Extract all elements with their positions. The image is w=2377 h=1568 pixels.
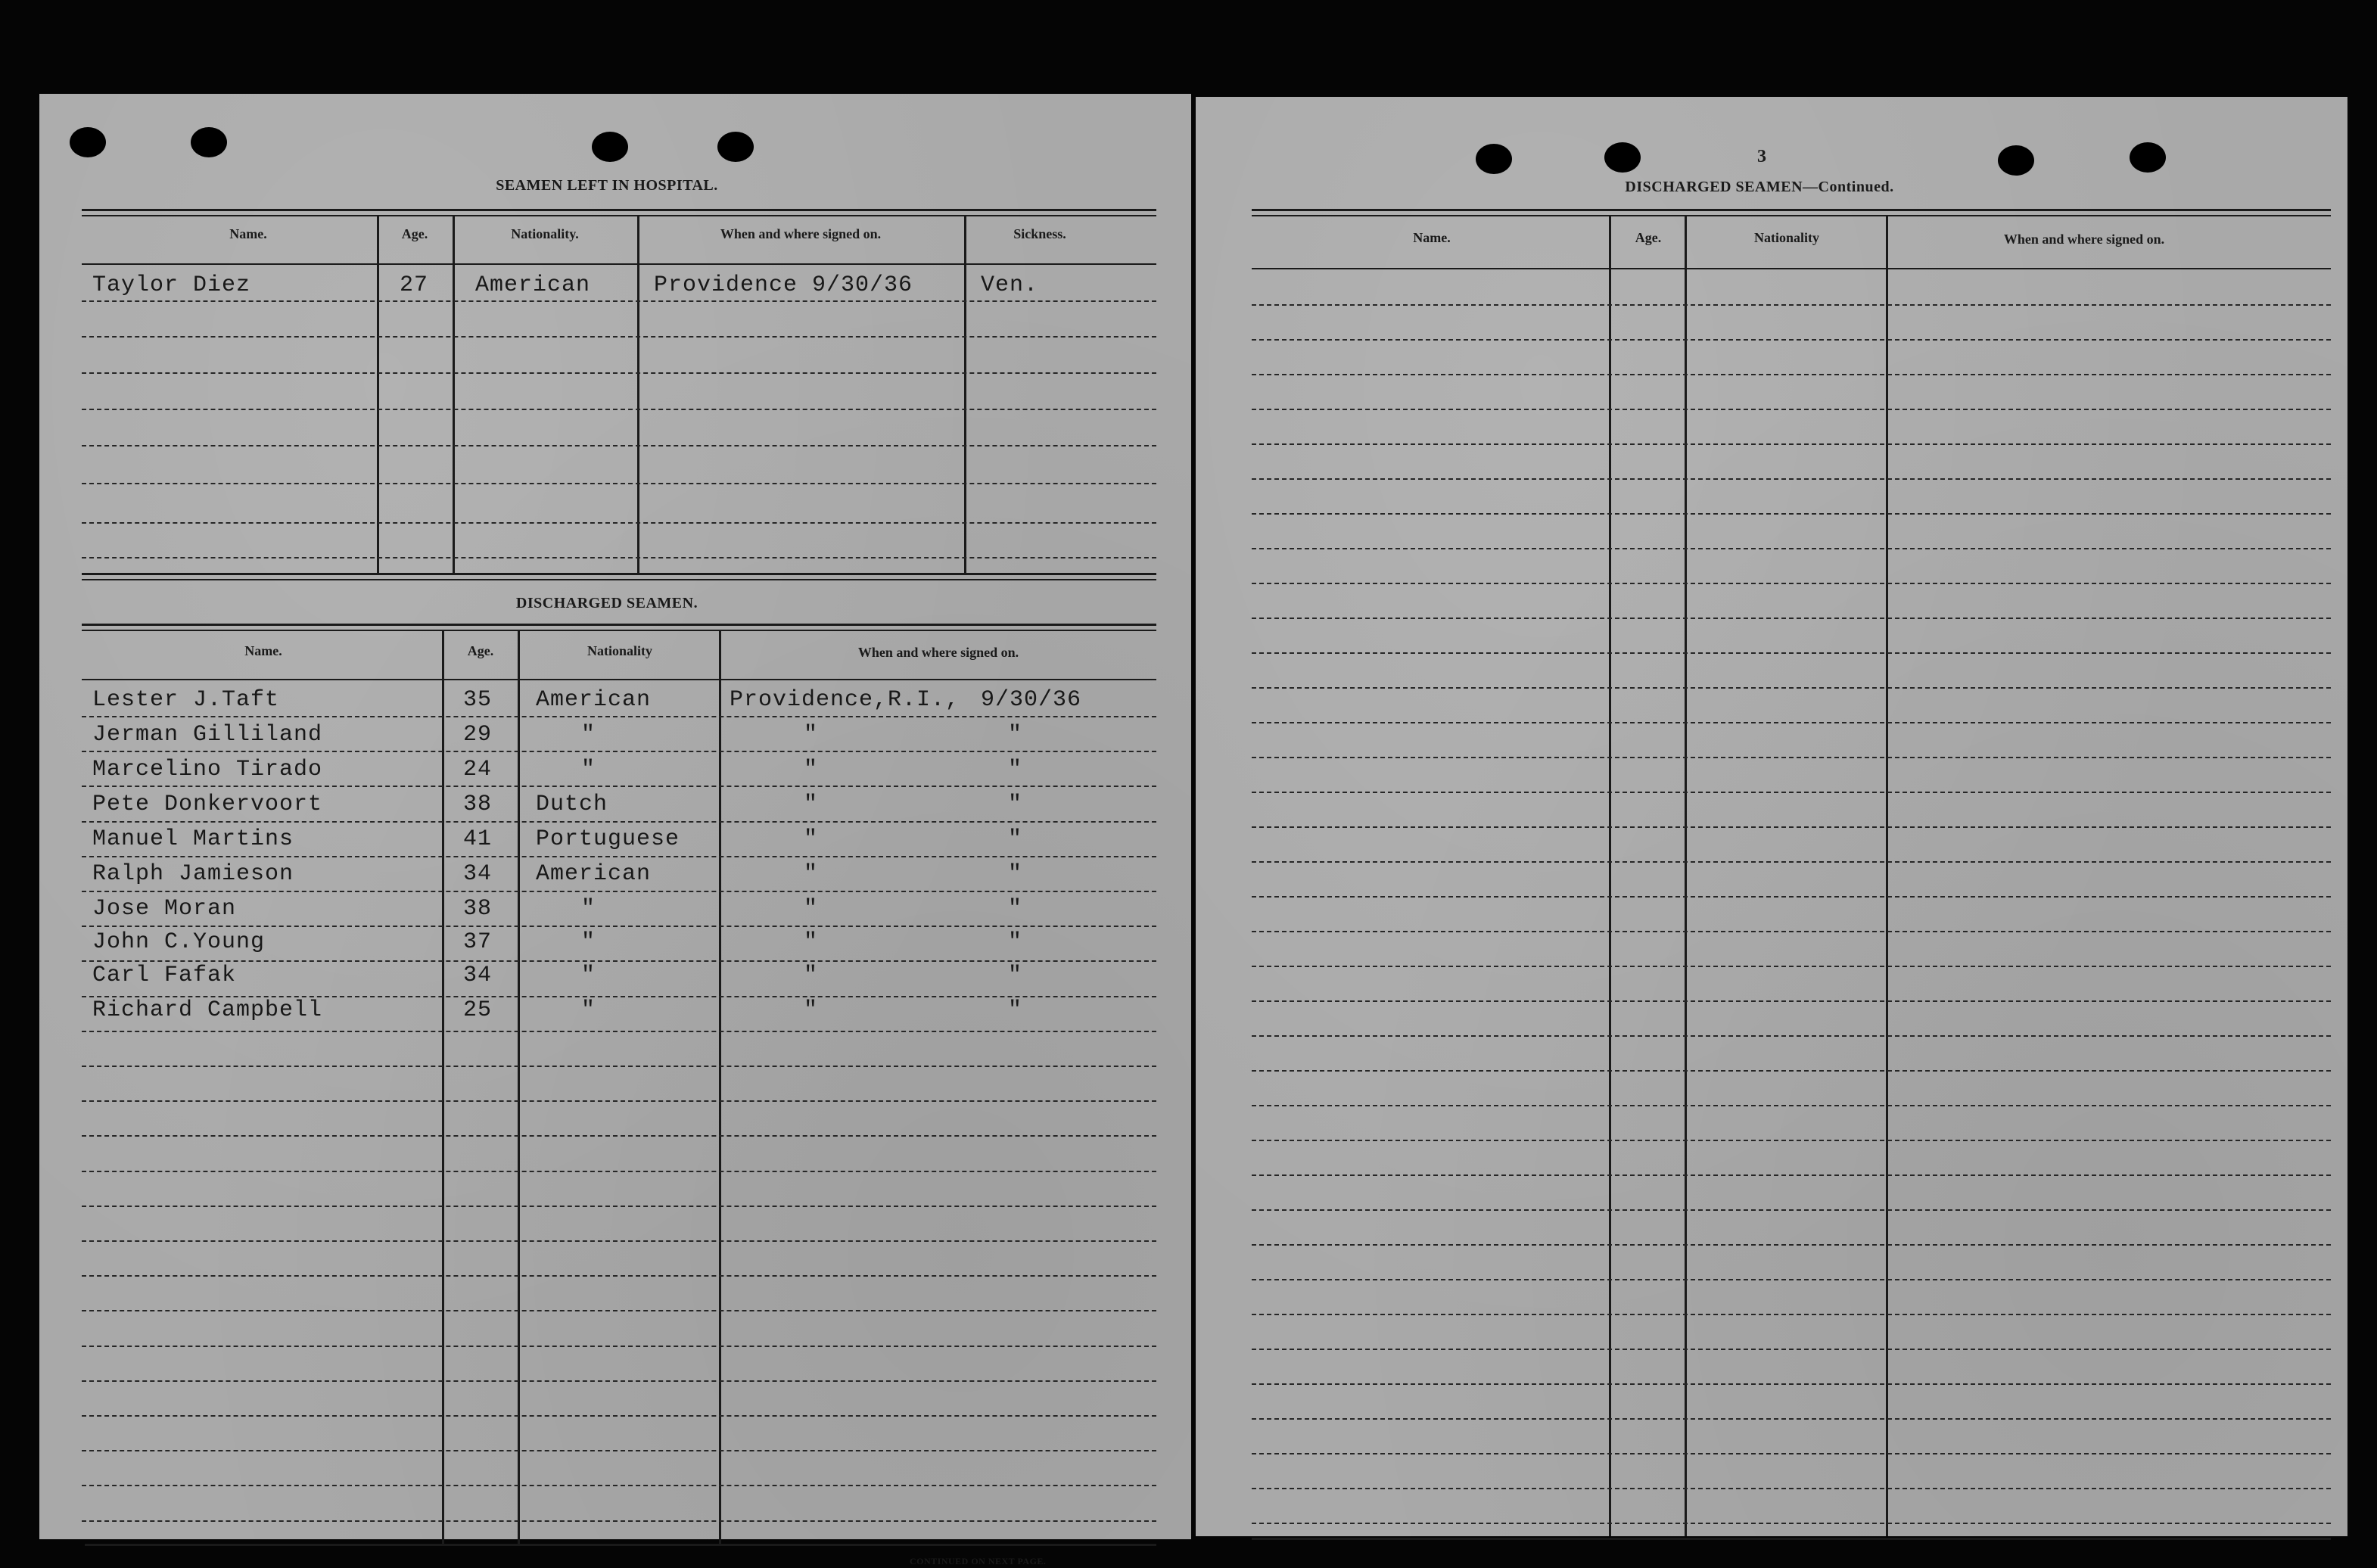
ruled-line — [82, 716, 1156, 717]
signed-on-date-cell: " — [1008, 997, 1023, 1023]
header-rule — [82, 263, 1156, 265]
col-header-age: Age. — [467, 643, 494, 658]
ruled-line — [82, 1066, 1156, 1067]
ruled-line — [82, 1171, 1156, 1172]
ruled-line — [82, 1206, 1156, 1207]
age-cell: 41 — [463, 826, 493, 852]
nationality-cell: " — [581, 997, 596, 1023]
ruled-line — [82, 1135, 1156, 1137]
nationality-cell: American — [536, 861, 652, 887]
signed-on-date-cell: " — [1008, 861, 1023, 887]
col-header-sickness: Sickness. — [1013, 226, 1066, 241]
ruled-line — [1252, 1279, 2331, 1280]
name-cell: Jerman Gilliland — [92, 722, 323, 748]
ruled-line — [82, 1275, 1156, 1277]
ruled-line — [1252, 1453, 2331, 1454]
punch-hole — [1998, 145, 2034, 176]
ruled-line — [1252, 548, 2331, 549]
hospital-section-title: SEAMEN LEFT IN HOSPITAL. — [496, 177, 718, 194]
signed-on-place-cell: " — [804, 792, 819, 817]
ruled-line — [82, 483, 1156, 484]
nationality-cell: American — [536, 687, 652, 713]
divider — [82, 630, 1156, 631]
ruled-line — [1252, 1523, 2331, 1524]
ruled-line — [82, 372, 1156, 374]
age-cell: 27 — [400, 272, 429, 298]
ruled-line — [82, 751, 1156, 752]
signed-on-date-cell: " — [1008, 757, 1023, 782]
signed-on-place-cell: " — [804, 722, 819, 748]
column-line — [377, 216, 379, 574]
punch-hole — [191, 127, 227, 157]
signed-on-place-cell: " — [804, 757, 819, 782]
ruled-line — [1252, 896, 2331, 898]
col-header-age: Age. — [401, 226, 428, 241]
age-cell: 25 — [463, 997, 493, 1023]
age-cell: 38 — [463, 896, 493, 922]
age-cell: 29 — [463, 722, 493, 748]
punch-hole — [2130, 142, 2166, 173]
nationality-cell: " — [581, 929, 596, 955]
signed-on-place-cell: " — [804, 896, 819, 922]
ruled-line — [1252, 1488, 2331, 1489]
divider — [82, 624, 1156, 626]
signed-on-place-cell: " — [804, 929, 819, 955]
name-cell: Carl Fafak — [92, 963, 237, 988]
continued-note: CONTINUED ON NEXT PAGE. — [910, 1556, 1047, 1566]
ruled-line — [82, 300, 1156, 302]
age-cell: 34 — [463, 963, 493, 988]
age-cell: 35 — [463, 687, 493, 713]
divider — [1252, 1538, 2331, 1540]
ruled-line — [1252, 792, 2331, 793]
signed-on-date-cell: " — [1008, 896, 1023, 922]
ruled-line — [82, 1031, 1156, 1032]
col-header-signed-on: When and where signed on. — [2003, 232, 2165, 247]
divider — [82, 209, 1156, 211]
ruled-line — [82, 1380, 1156, 1382]
signed-on-cell: Providence 9/30/36 — [654, 272, 913, 298]
ruled-line — [1252, 861, 2331, 863]
column-line — [453, 216, 455, 574]
name-cell: Taylor Diez — [92, 272, 251, 298]
ruled-line — [1252, 618, 2331, 619]
ruled-line — [1252, 826, 2331, 828]
left-page — [39, 94, 1191, 1566]
ruled-line — [82, 856, 1156, 857]
signed-on-place-cell: Providence,R.I., — [730, 687, 960, 713]
col-header-nationality: Nationality — [586, 643, 652, 658]
name-cell: John C.Young — [92, 929, 266, 955]
header-rule — [1252, 268, 2331, 269]
header-rule — [82, 679, 1156, 680]
signed-on-place-cell: " — [804, 826, 819, 852]
signed-on-date-cell: " — [1008, 722, 1023, 748]
nationality-cell: " — [581, 757, 596, 782]
ruled-line — [1252, 652, 2331, 654]
ruled-line — [82, 996, 1156, 997]
ruled-line — [1252, 1140, 2331, 1141]
ruled-line — [1252, 409, 2331, 410]
nationality-cell: American — [475, 272, 591, 298]
divider — [82, 579, 1156, 580]
col-header-signed-on: When and where signed on. — [720, 226, 882, 241]
ruled-line — [82, 1346, 1156, 1347]
ruled-line — [1252, 1418, 2331, 1420]
name-cell: Jose Moran — [92, 896, 237, 922]
ruled-line — [1252, 1314, 2331, 1315]
name-cell: Lester J.Taft — [92, 687, 280, 713]
signed-on-place-cell: " — [804, 963, 819, 988]
column-line — [518, 631, 520, 1544]
ruled-line — [82, 786, 1156, 787]
age-cell: 37 — [463, 929, 493, 955]
signed-on-date-cell: " — [1008, 963, 1023, 988]
ruled-line — [82, 1520, 1156, 1522]
ruled-line — [1252, 513, 2331, 515]
ruled-line — [82, 409, 1156, 410]
ruled-line — [1252, 339, 2331, 341]
column-line — [1609, 216, 1611, 1536]
punch-hole — [70, 127, 106, 157]
punch-hole — [592, 132, 628, 162]
ruled-line — [1252, 722, 2331, 723]
divider — [1252, 215, 2331, 216]
ruled-line — [82, 1485, 1156, 1486]
punch-hole — [717, 132, 754, 162]
col-header-age: Age. — [1635, 230, 1662, 245]
divider — [82, 573, 1156, 575]
ruled-line — [1252, 1174, 2331, 1176]
ruled-line — [1252, 1349, 2331, 1350]
ruled-line — [1252, 374, 2331, 375]
punch-hole — [1604, 142, 1641, 173]
ruled-line — [1252, 304, 2331, 306]
ruled-line — [1252, 1244, 2331, 1246]
ruled-line — [1252, 1070, 2331, 1072]
right-page — [1196, 97, 2347, 1536]
name-cell: Ralph Jamieson — [92, 861, 294, 887]
divider — [1252, 209, 2331, 211]
column-line — [964, 216, 966, 574]
signed-on-date-cell: " — [1008, 929, 1023, 955]
name-cell: Marcelino Tirado — [92, 757, 323, 782]
ruled-line — [1252, 1000, 2331, 1002]
nationality-cell: Portuguese — [536, 826, 680, 852]
ruled-line — [82, 1100, 1156, 1102]
name-cell: Manuel Martins — [92, 826, 294, 852]
signed-on-place-cell: " — [804, 997, 819, 1023]
ruled-line — [82, 926, 1156, 927]
ruled-line — [82, 445, 1156, 446]
ruled-line — [82, 891, 1156, 892]
col-header-signed-on: When and where signed on. — [857, 645, 1019, 660]
signed-on-date-cell: " — [1008, 792, 1023, 817]
col-header-name: Name. — [229, 226, 267, 241]
ruled-line — [82, 1450, 1156, 1451]
nationality-cell: Dutch — [536, 792, 608, 817]
ruled-line — [1252, 757, 2331, 758]
nationality-cell: " — [581, 896, 596, 922]
discharged-section-title: DISCHARGED SEAMEN. — [515, 595, 698, 611]
divider — [85, 1544, 1156, 1546]
ruled-line — [1252, 1383, 2331, 1385]
nationality-cell: " — [581, 963, 596, 988]
signed-on-date-cell: 9/30/36 — [981, 687, 1082, 713]
punch-hole — [1476, 144, 1512, 174]
col-header-nationality: Nationality — [1753, 230, 1819, 245]
ruled-line — [1252, 931, 2331, 932]
ruled-line — [82, 522, 1156, 524]
ruled-line — [1252, 966, 2331, 967]
ruled-line — [1252, 1105, 2331, 1106]
ruled-line — [1252, 687, 2331, 689]
ruled-line — [82, 557, 1156, 558]
name-cell: Richard Campbell — [92, 997, 323, 1023]
sickness-cell: Ven. — [981, 272, 1039, 298]
signed-on-place-cell: " — [804, 861, 819, 887]
age-cell: 38 — [463, 792, 493, 817]
age-cell: 34 — [463, 861, 493, 887]
ruled-line — [1252, 583, 2331, 584]
column-line — [719, 631, 721, 1544]
col-header-name: Name. — [1413, 230, 1451, 245]
column-line — [1886, 216, 1888, 1536]
ruled-line — [82, 1240, 1156, 1242]
column-line — [1685, 216, 1687, 1536]
divider — [82, 215, 1156, 216]
ruled-line — [82, 336, 1156, 338]
ruled-line — [82, 1415, 1156, 1417]
ruled-line — [1252, 1035, 2331, 1037]
ruled-line — [1252, 443, 2331, 445]
signed-on-date-cell: " — [1008, 826, 1023, 852]
ruled-line — [82, 960, 1156, 962]
name-cell: Pete Donkervoort — [92, 792, 323, 817]
col-header-nationality: Nationality. — [511, 226, 579, 241]
ruled-line — [82, 1310, 1156, 1311]
ruled-line — [82, 821, 1156, 823]
column-line — [442, 631, 444, 1544]
ruled-line — [1252, 478, 2331, 480]
age-cell: 24 — [463, 757, 493, 782]
col-header-name: Name. — [244, 643, 282, 658]
continued-section-title: DISCHARGED SEAMEN—Continued. — [1625, 179, 1894, 195]
nationality-cell: " — [581, 722, 596, 748]
page-number: 3 — [1757, 147, 1766, 166]
ruled-line — [1252, 1209, 2331, 1211]
column-line — [637, 216, 639, 574]
